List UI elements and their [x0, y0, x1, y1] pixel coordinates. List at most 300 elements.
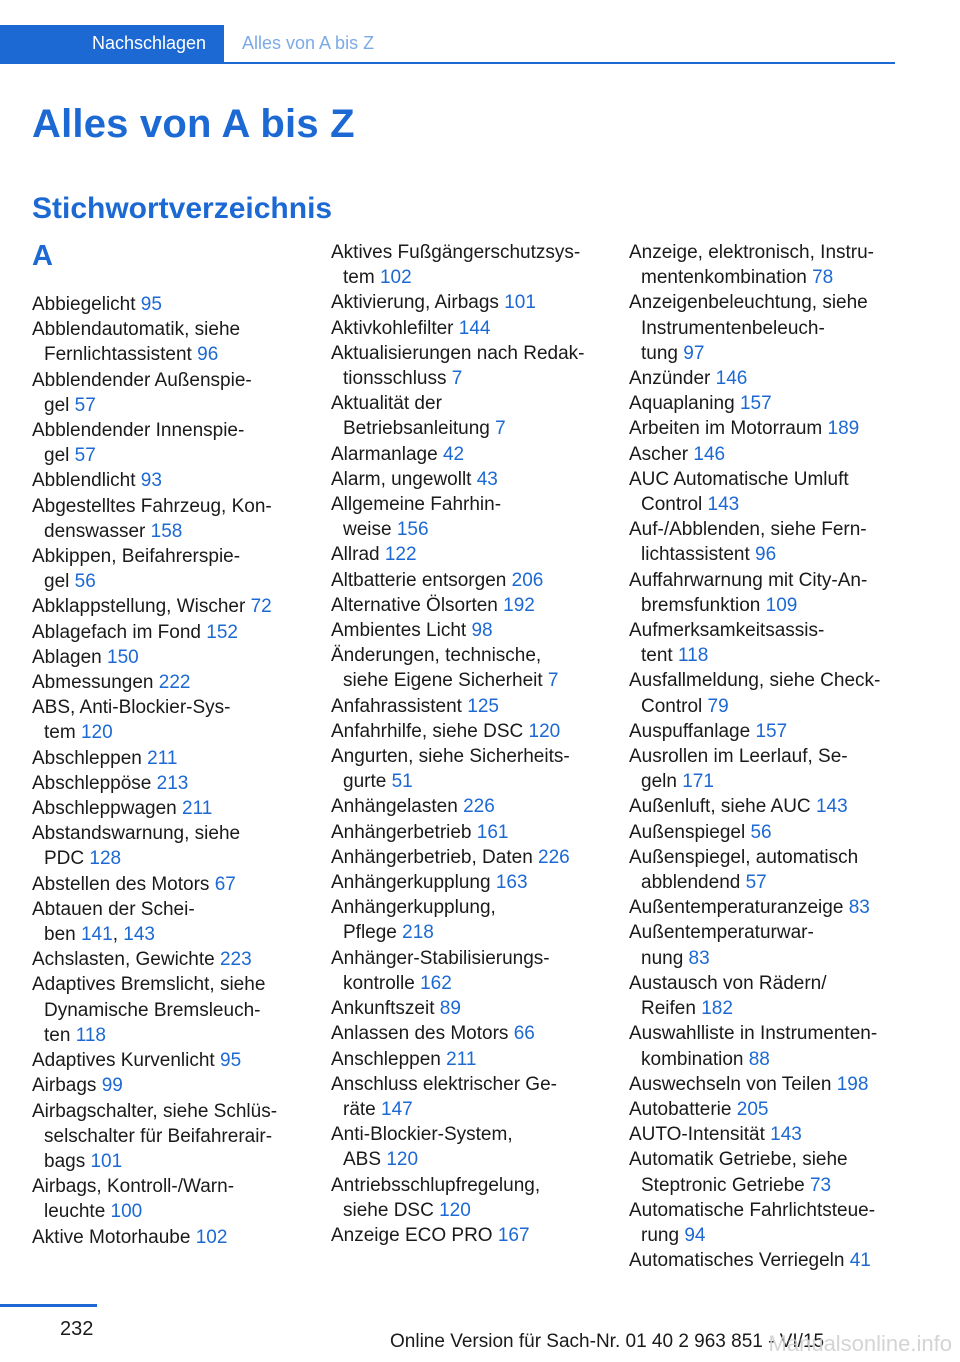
index-entry — [32, 947, 302, 972]
page-reference-link[interactable]: 67 — [214, 873, 236, 895]
index-entry — [331, 316, 606, 341]
page-reference-link[interactable]: 83 — [688, 947, 710, 969]
page-reference-link[interactable]: 95 — [220, 1050, 242, 1072]
index-entry-text: Pflege — [343, 922, 403, 944]
page-reference-link[interactable]: 51 — [391, 771, 413, 793]
page-reference-link[interactable]: 89 — [439, 998, 461, 1020]
index-entry-line — [32, 1124, 302, 1149]
index-entry — [629, 971, 904, 1021]
index-entry — [32, 695, 302, 745]
index-entry-text: Ausfallmeldung, siehe Check- — [629, 670, 881, 692]
page-reference-link[interactable]: 122 — [384, 544, 417, 566]
index-entry-line — [331, 845, 606, 870]
index-entry-line — [331, 290, 606, 315]
page-reference-link[interactable]: 56 — [750, 821, 772, 843]
page-reference-link[interactable]: 7 — [451, 368, 463, 390]
index-entry-text: Abgestelltes Fahrzeug, Kon- — [32, 495, 272, 517]
index-entry — [629, 568, 904, 618]
index-entry-text: Aquaplaning — [629, 393, 740, 415]
tab-alles-von-a-bis-z[interactable] — [242, 25, 374, 62]
index-entry-text: Ablagen — [32, 646, 108, 668]
index-entry — [32, 544, 302, 594]
index-entry-line — [629, 517, 904, 542]
index-entry — [629, 1248, 904, 1273]
index-entry-line — [331, 996, 606, 1021]
index-entry-text: gel — [44, 394, 75, 416]
index-entry-text: Reifen — [641, 998, 702, 1020]
index-entry-text: Anhängerkupplung — [331, 872, 496, 894]
index-entry — [331, 870, 606, 895]
index-column-3 — [629, 240, 904, 1273]
page-reference-link[interactable]: 213 — [156, 772, 189, 794]
page-reference-link[interactable]: 128 — [89, 848, 122, 870]
page-title: Alles von A bis Z — [32, 102, 355, 146]
index-entry — [331, 492, 606, 542]
index-entry-line — [331, 265, 606, 290]
index-entry-text: tent — [641, 645, 678, 667]
index-entry-line — [629, 1021, 904, 1046]
index-entry — [32, 1073, 302, 1098]
index-entry-text: Auswahlliste in Instrumenten- — [629, 1023, 878, 1045]
page-reference-link[interactable]: 157 — [739, 393, 772, 415]
index-entry-line — [32, 1174, 302, 1199]
page-reference-link[interactable]: 72 — [250, 596, 272, 618]
index-entry-line — [32, 872, 302, 897]
page-reference-link[interactable]: 97 — [683, 342, 705, 364]
page-reference-link[interactable]: 152 — [206, 621, 238, 643]
index-entry-text: Ankunftszeit — [331, 998, 440, 1020]
index-entry-text: ABS, Anti-Blockier-Sys- — [32, 697, 231, 719]
index-entry-line — [32, 569, 302, 594]
page-reference-link[interactable]: 79 — [707, 695, 729, 717]
page-reference-link[interactable]: 163 — [495, 872, 528, 894]
index-entry — [331, 542, 606, 567]
index-entry — [331, 1021, 606, 1046]
index-entry-line — [629, 593, 904, 618]
index-entry-text: Allgemeine Fahrhin- — [331, 494, 502, 516]
index-entry-line — [32, 443, 302, 468]
index-entry-line — [331, 316, 606, 341]
page-reference-link[interactable]: 198 — [836, 1073, 869, 1095]
page-reference-link[interactable]: 43 — [476, 468, 498, 490]
index-entry-text: bags — [44, 1150, 91, 1172]
index-entry — [629, 845, 904, 895]
index-entry — [629, 1072, 904, 1097]
index-entry-line — [32, 368, 302, 393]
index-entry-text: tionsschluss — [343, 368, 452, 390]
index-entry-line — [331, 643, 606, 668]
page-reference-link[interactable]: 223 — [219, 949, 252, 971]
index-entry — [331, 593, 606, 618]
index-entry-line — [629, 1147, 904, 1172]
index-entry — [629, 366, 904, 391]
index-entry-text: gel — [44, 571, 75, 593]
page-reference-link[interactable]: 88 — [748, 1048, 770, 1070]
index-entry-text: Anhängerbetrieb — [331, 821, 477, 843]
index-entry-text: ben — [44, 924, 81, 946]
page-reference-link[interactable]: 125 — [467, 695, 499, 717]
page-reference-link[interactable]: 192 — [503, 594, 535, 616]
page-reference-link[interactable]: 94 — [684, 1224, 706, 1246]
page-reference-link[interactable]: 102 — [195, 1226, 228, 1248]
index-entry-text: Abmessungen — [32, 672, 159, 694]
index-entry — [629, 794, 904, 819]
index-entry — [331, 845, 606, 870]
index-entry-text: ABS — [343, 1149, 387, 1171]
index-entry-line — [331, 366, 606, 391]
page-reference-link[interactable]: 120 — [80, 722, 113, 744]
index-entry-text: Airbags, Kontroll-/Warn- — [32, 1176, 235, 1198]
page-reference-link[interactable]: 143 — [770, 1124, 802, 1146]
page-reference-link[interactable]: 205 — [736, 1098, 769, 1120]
index-entry-line — [331, 946, 606, 971]
index-entry-text: gurte — [343, 771, 392, 793]
page-reference-link[interactable]: 98 — [471, 620, 493, 642]
index-entry — [629, 668, 904, 718]
page-reference-link[interactable]: 83 — [848, 897, 870, 919]
index-entry-text: Aufmerksamkeitsassis- — [629, 620, 825, 642]
index-entry-text: selschalter für Beifahrerair- — [44, 1125, 273, 1147]
index-entry-text: Abblendautomatik, siehe — [32, 319, 241, 341]
index-entry — [32, 897, 302, 947]
index-entry-text: Aktivkohlefilter — [331, 317, 459, 339]
index-entry-text: tung — [641, 342, 684, 364]
index-entry-text: Anhänger-Stabilisierungs- — [331, 947, 550, 969]
index-entry-text: Airbagschalter, siehe Schlüs- — [32, 1100, 278, 1122]
index-entry — [32, 594, 302, 619]
index-entry-line — [32, 418, 302, 443]
index-entry-text: Anhängelasten — [331, 796, 464, 818]
page-reference-link[interactable]: 56 — [74, 571, 96, 593]
index-entry-text: Anzeige ECO PRO — [331, 1224, 498, 1246]
index-entry — [629, 744, 904, 794]
index-entry-line — [331, 1097, 606, 1122]
index-entry-text: geln — [641, 771, 683, 793]
page-reference-link[interactable]: 95 — [140, 294, 162, 315]
page-reference-link[interactable]: 211 — [182, 798, 213, 820]
index-entry-text: Instrumentenbeleuch- — [641, 317, 825, 339]
index-entry-line — [32, 670, 302, 695]
index-entry — [331, 744, 606, 794]
index-entry-line — [32, 1073, 302, 1098]
index-entry-line — [331, 744, 606, 769]
index-entry-line — [629, 618, 904, 643]
index-entry-line — [331, 240, 606, 265]
page-reference-link[interactable]: 96 — [755, 544, 777, 566]
page-reference-link[interactable]: 57 — [745, 872, 767, 894]
index-entry — [32, 645, 302, 670]
index-entry-text: Aktivierung, Airbags — [331, 292, 505, 314]
page-number: 232 — [60, 1318, 94, 1340]
page-reference-link[interactable]: 99 — [101, 1075, 123, 1097]
index-entry — [629, 820, 904, 845]
index-entry-text: siehe Eigene Sicherheit — [343, 670, 548, 692]
index-entry-line — [629, 467, 904, 492]
index-entry-text: Außentemperaturwar- — [629, 922, 814, 944]
index-entry-text: leuchte — [44, 1201, 111, 1223]
index-entry-text: denswasser — [44, 520, 151, 542]
page-reference-link[interactable]: 73 — [809, 1174, 832, 1196]
index-entry — [331, 996, 606, 1021]
index-entry-line — [629, 416, 904, 441]
index-entry-text: Ascher — [629, 443, 694, 465]
index-entry-text: Abtauen der Schei- — [32, 898, 195, 920]
index-entry — [32, 317, 302, 367]
index-entry-line — [629, 971, 904, 996]
page-reference-link[interactable]: 146 — [715, 368, 748, 390]
index-entry — [331, 467, 606, 492]
index-entry-line — [331, 542, 606, 567]
index-entry — [629, 290, 904, 366]
page-reference-link[interactable]: 120 — [439, 1199, 471, 1221]
index-entry-text: AUC Automatische Umluft — [629, 468, 849, 490]
index-entry-line — [32, 998, 302, 1023]
page-reference-link[interactable]: 162 — [420, 972, 452, 994]
index-entry-text: rung — [641, 1224, 685, 1246]
page-reference-link[interactable]: 171 — [682, 771, 714, 793]
page-reference-link[interactable]: 118 — [677, 645, 709, 667]
index-entry-line — [331, 1173, 606, 1198]
index-entry-line — [629, 870, 904, 895]
index-entry-line — [331, 1047, 606, 1072]
index-entry-text: Alarmanlage — [331, 443, 443, 465]
page-reference-link[interactable]: 161 — [476, 821, 509, 843]
index-entry-text: Anschleppen — [331, 1048, 447, 1070]
index-entry — [331, 391, 606, 441]
index-entry-text: gel — [44, 445, 75, 467]
index-entry-text: Arbeiten im Motorraum — [629, 418, 828, 440]
index-entry-line — [629, 996, 904, 1021]
index-entry-line — [629, 895, 904, 920]
page-reference-link[interactable]: 206 — [511, 569, 544, 591]
page-reference-link[interactable]: 182 — [701, 998, 733, 1020]
index-entry-text: Alarm, ungewollt — [331, 468, 477, 490]
index-entry-line — [32, 1199, 302, 1224]
index-entry-line — [331, 694, 606, 719]
index-entry-text: Anhängerkupplung, — [331, 897, 496, 919]
index-entry-text: bremsfunktion — [641, 594, 766, 616]
index-entry-text: Control — [641, 695, 708, 717]
index-entry-line — [629, 719, 904, 744]
page-reference-link[interactable]: 109 — [765, 594, 798, 616]
header-divider — [0, 62, 895, 64]
page-reference-link[interactable]: 100 — [110, 1201, 143, 1223]
index-column-2 — [331, 240, 606, 1248]
index-entry-line — [32, 796, 302, 821]
index-entry-line — [331, 971, 606, 996]
page-reference-link[interactable]: 118 — [75, 1024, 106, 1046]
index-entry-line — [331, 820, 606, 845]
page-reference-link[interactable]: 226 — [538, 846, 570, 868]
index-entry-line — [32, 620, 302, 645]
index-entry — [32, 670, 302, 695]
index-entry-text: Abklappstellung, Wischer — [32, 596, 251, 618]
index-entry — [331, 1072, 606, 1122]
index-entry-line — [331, 1198, 606, 1223]
index-entry-line — [331, 794, 606, 819]
index-entry-text: Aktive Motorhaube — [32, 1226, 196, 1248]
index-entry-line — [32, 846, 302, 871]
index-entry-line — [331, 1122, 606, 1147]
index-entry-line — [32, 1023, 302, 1048]
index-entry-text: Abbiegelicht — [32, 294, 141, 315]
page-reference-link[interactable]: 141 — [80, 924, 113, 946]
index-entry-line — [32, 544, 302, 569]
index-entry-line — [629, 316, 904, 341]
page-reference-link[interactable]: 120 — [528, 720, 561, 742]
index-entry-line — [629, 668, 904, 693]
page-reference-link[interactable]: 7 — [547, 670, 559, 692]
index-column-1 — [32, 240, 302, 1250]
index-entry — [32, 1048, 302, 1073]
index-entry-line — [629, 1173, 904, 1198]
index-entry-line — [32, 594, 302, 619]
index-entry-text: Achslasten, Gewichte — [32, 949, 220, 971]
index-entry-line — [629, 492, 904, 517]
page-reference-link[interactable]: 143 — [707, 494, 740, 516]
index-entry-text: Ambientes Licht — [331, 620, 472, 642]
index-entry — [331, 1047, 606, 1072]
index-entry — [331, 442, 606, 467]
index-entry-text: Anfahrassistent — [331, 695, 468, 717]
index-entry — [32, 368, 302, 418]
page-reference-link[interactable]: 102 — [379, 267, 412, 289]
page-reference-link[interactable]: 146 — [693, 443, 726, 465]
index-entry-line — [331, 391, 606, 416]
index-entry — [629, 467, 904, 517]
index-entry — [32, 494, 302, 544]
index-entry-line — [629, 845, 904, 870]
page-reference-link[interactable]: 78 — [812, 267, 834, 289]
page-reference-link[interactable]: 57 — [74, 394, 96, 416]
index-entry — [331, 1173, 606, 1223]
index-entry-text: Auspuffanlage — [629, 720, 756, 742]
index-entry-text: Angurten, siehe Sicherheits- — [331, 746, 570, 768]
page-reference-link[interactable]: 150 — [107, 646, 139, 668]
page-reference-link[interactable]: 156 — [396, 519, 429, 541]
index-entry-line — [331, 920, 606, 945]
index-entry-line — [331, 341, 606, 366]
index-entry — [331, 694, 606, 719]
page-reference-link[interactable]: 42 — [442, 443, 465, 465]
index-entry — [331, 643, 606, 693]
index-entry-line — [331, 1021, 606, 1046]
page-reference-link[interactable]: 157 — [755, 720, 788, 742]
index-entry — [32, 1099, 302, 1175]
index-entry-line — [629, 265, 904, 290]
index-entry-line — [331, 1072, 606, 1097]
index-entry-line — [331, 668, 606, 693]
page-reference-link[interactable]: 143 — [815, 796, 848, 818]
index-entry-line — [32, 1099, 302, 1124]
page-reference-link[interactable]: 101 — [504, 292, 536, 314]
index-entry-line — [32, 771, 302, 796]
page-reference-link[interactable]: 7 — [495, 418, 506, 440]
page-reference-link[interactable]: 158 — [150, 520, 183, 542]
index-entry — [629, 719, 904, 744]
index-entry — [331, 719, 606, 744]
page-reference-link[interactable]: 147 — [381, 1098, 413, 1120]
index-entry — [32, 771, 302, 796]
index-entry-text: Automatik Getriebe, siehe — [629, 1149, 848, 1171]
index-entry — [331, 1223, 606, 1248]
page-reference-link[interactable]: 93 — [140, 470, 162, 492]
page-reference-link[interactable]: 101 — [90, 1150, 123, 1172]
index-entry-text: Aktualität der — [331, 393, 442, 415]
index-entry-line — [331, 719, 606, 744]
index-entry-text: Anzeigenbeleuchtung, siehe — [629, 292, 868, 314]
index-entry-line — [331, 895, 606, 920]
index-entry — [629, 1122, 904, 1147]
index-entry-text: kombination — [641, 1048, 749, 1070]
index-entry-text: Automatische Fahrlichtsteue- — [629, 1199, 876, 1221]
index-entry-text: abblendend — [641, 872, 746, 894]
page-reference-link[interactable]: 211 — [446, 1048, 477, 1070]
index-entry-line — [629, 694, 904, 719]
index-entry-text: Anfahrhilfe, siehe DSC — [331, 720, 529, 742]
index-entry-text: kontrolle — [343, 972, 421, 994]
index-entry — [331, 895, 606, 945]
watermark: Manualsonline.info — [768, 1331, 952, 1356]
index-entry-text: Anti-Blockier-System, — [331, 1124, 513, 1146]
index-entry — [331, 1122, 606, 1172]
index-entry-line — [32, 393, 302, 418]
index-entry-line — [629, 920, 904, 945]
index-entry-text: Aktives Fußgängerschutzsys- — [331, 242, 581, 263]
index-entry-line — [629, 391, 904, 416]
index-entry-text: Abschleppöse — [32, 772, 157, 794]
index-entry-line — [331, 467, 606, 492]
page-reference-link[interactable]: 167 — [497, 1224, 530, 1246]
index-entry-text: Abkippen, Beifahrerspie- — [32, 546, 241, 568]
index-entry — [32, 746, 302, 771]
index-entry-text: Adaptives Kurvenlicht — [32, 1050, 220, 1072]
page-reference-link[interactable]: 218 — [402, 922, 434, 944]
tab-nachschlagen[interactable] — [0, 25, 224, 62]
index-entry-text: Abstandswarnung, siehe — [32, 823, 241, 845]
index-entry-line — [32, 897, 302, 922]
page-reference-link[interactable]: 57 — [74, 445, 96, 467]
index-entry-text: weise — [343, 519, 397, 541]
index-entry-line — [629, 542, 904, 567]
index-entry-line — [32, 1149, 302, 1174]
index-entry-line — [629, 1097, 904, 1122]
index-entry-text: nung — [641, 947, 689, 969]
page-reference-link[interactable]: 96 — [197, 344, 219, 366]
page-reference-link[interactable]: 211 — [147, 747, 178, 769]
index-entry-line — [629, 1248, 904, 1273]
index-entry — [629, 517, 904, 567]
index-entry — [331, 618, 606, 643]
index-entry-line — [629, 1122, 904, 1147]
page-reference-link[interactable]: 226 — [463, 796, 495, 818]
page-reference-link[interactable]: 143 — [123, 924, 155, 946]
page-reference-link[interactable]: 120 — [386, 1149, 419, 1171]
index-entry-text: Altbatterie entsorgen — [331, 569, 512, 591]
page-reference-link[interactable]: 144 — [458, 317, 491, 339]
page-reference-link[interactable]: 189 — [827, 418, 860, 440]
index-entry-line — [331, 492, 606, 517]
page-reference-link[interactable]: 41 — [849, 1250, 871, 1272]
page-reference-link[interactable]: 222 — [158, 672, 191, 694]
index-entry — [32, 872, 302, 897]
index-entry-text: Auf-/Abblenden, siehe Fern- — [629, 519, 867, 541]
index-entry-line — [32, 494, 302, 519]
page-reference-link[interactable]: 66 — [513, 1023, 535, 1045]
index-entry — [32, 418, 302, 468]
index-entry-text: Abblendlicht — [32, 470, 141, 492]
index-entry — [629, 618, 904, 668]
